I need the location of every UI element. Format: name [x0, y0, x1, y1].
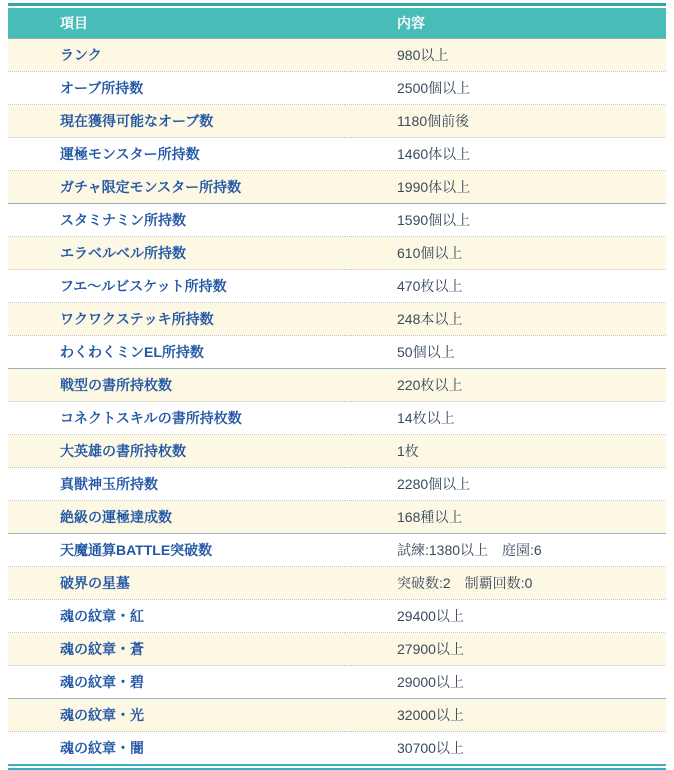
item-value-cell: 2280個以上 — [397, 476, 471, 492]
table-row — [8, 435, 666, 468]
table-row — [8, 369, 666, 402]
table-row — [8, 336, 666, 369]
item-value-cell: 610個以上 — [397, 245, 463, 261]
column-header-content: 内容 — [345, 8, 666, 39]
item-value-cell: 980以上 — [397, 47, 449, 63]
table-row — [8, 699, 666, 732]
item-value-cell: 29400以上 — [397, 608, 464, 624]
table-row — [8, 171, 666, 204]
item-label-cell: 魂の紋章・光 — [60, 707, 144, 723]
table-row — [8, 270, 666, 303]
item-value-cell: 1990体以上 — [397, 179, 471, 195]
item-label-cell: 魂の紋章・闇 — [60, 740, 144, 756]
column-header-item: 項目 — [8, 8, 345, 39]
item-value-cell: 220枚以上 — [397, 377, 463, 393]
table-row — [8, 402, 666, 435]
table-row — [8, 666, 666, 699]
item-value-cell: 14枚以上 — [397, 410, 455, 426]
item-label-cell: 大英雄の書所持枚数 — [60, 443, 186, 459]
item-label-cell: ワクワクステッキ所持数 — [60, 311, 214, 327]
item-label-cell: ランク — [60, 47, 102, 63]
table-top-border — [8, 3, 666, 6]
table-row — [8, 501, 666, 534]
table-row — [8, 633, 666, 666]
item-label-cell: 魂の紋章・碧 — [60, 674, 144, 690]
table-row — [8, 732, 666, 768]
table-row — [8, 567, 666, 600]
item-label-cell: ガチャ限定モンスター所持数 — [60, 179, 242, 195]
item-label-cell: 魂の紋章・蒼 — [60, 641, 144, 657]
item-label-cell: エラベルベル所持数 — [60, 245, 186, 261]
item-value-cell: 29000以上 — [397, 674, 464, 690]
item-value-cell: 1590個以上 — [397, 212, 471, 228]
table-row — [8, 237, 666, 270]
item-label-cell: わくわくミンEL所持数 — [60, 344, 204, 360]
item-value-cell: 248本以上 — [397, 311, 463, 327]
item-label-cell: 天魔通算BATTLE突破数 — [60, 542, 213, 558]
table-row — [8, 105, 666, 138]
table-row — [8, 204, 666, 237]
item-label-cell: フエ〜ルビスケット所持数 — [60, 278, 227, 294]
table-row — [8, 72, 666, 105]
item-label-cell: 絶級の運極達成数 — [60, 509, 172, 525]
table-header-row — [8, 8, 666, 39]
item-label-cell: 現在獲得可能なオーブ数 — [60, 113, 214, 129]
item-value-cell: 2500個以上 — [397, 80, 471, 96]
item-label-cell: 破界の星墓 — [60, 575, 130, 591]
page — [0, 3, 674, 756]
item-value-cell: 突破数:2 制覇回数:0 — [397, 575, 533, 591]
item-value-cell: 470枚以上 — [397, 278, 463, 294]
item-value-cell: 30700以上 — [397, 740, 464, 756]
table-row — [8, 534, 666, 567]
item-value-cell: 1460体以上 — [397, 146, 471, 162]
item-label-cell: 戦型の書所持枚数 — [60, 377, 172, 393]
item-label-cell: 魂の紋章・紅 — [60, 608, 144, 624]
item-value-cell: 1枚 — [397, 443, 419, 459]
account-spec-table — [8, 8, 666, 770]
item-value-cell: 168種以上 — [397, 509, 463, 525]
table-row — [8, 468, 666, 501]
item-label-cell: 運極モンスター所持数 — [60, 146, 200, 162]
table-row — [8, 39, 666, 72]
item-value-cell: 32000以上 — [397, 707, 464, 723]
table-header — [8, 8, 666, 39]
item-label-cell: スタミナミン所持数 — [60, 212, 186, 228]
item-label-cell: オーブ所持数 — [60, 80, 144, 96]
item-value-cell: 50個以上 — [397, 344, 455, 360]
item-label-cell: 真獣神玉所持数 — [60, 476, 158, 492]
item-value-cell: 試練:1380以上 庭園:6 — [397, 542, 542, 558]
item-value-cell: 1180個前後 — [397, 113, 470, 129]
item-label-cell: コネクトスキルの書所持枚数 — [60, 410, 242, 426]
table-row — [8, 138, 666, 171]
table-body — [8, 39, 666, 768]
table-row — [8, 303, 666, 336]
item-value-cell: 27900以上 — [397, 641, 464, 657]
table-row — [8, 600, 666, 633]
spec-table-container — [8, 3, 666, 770]
